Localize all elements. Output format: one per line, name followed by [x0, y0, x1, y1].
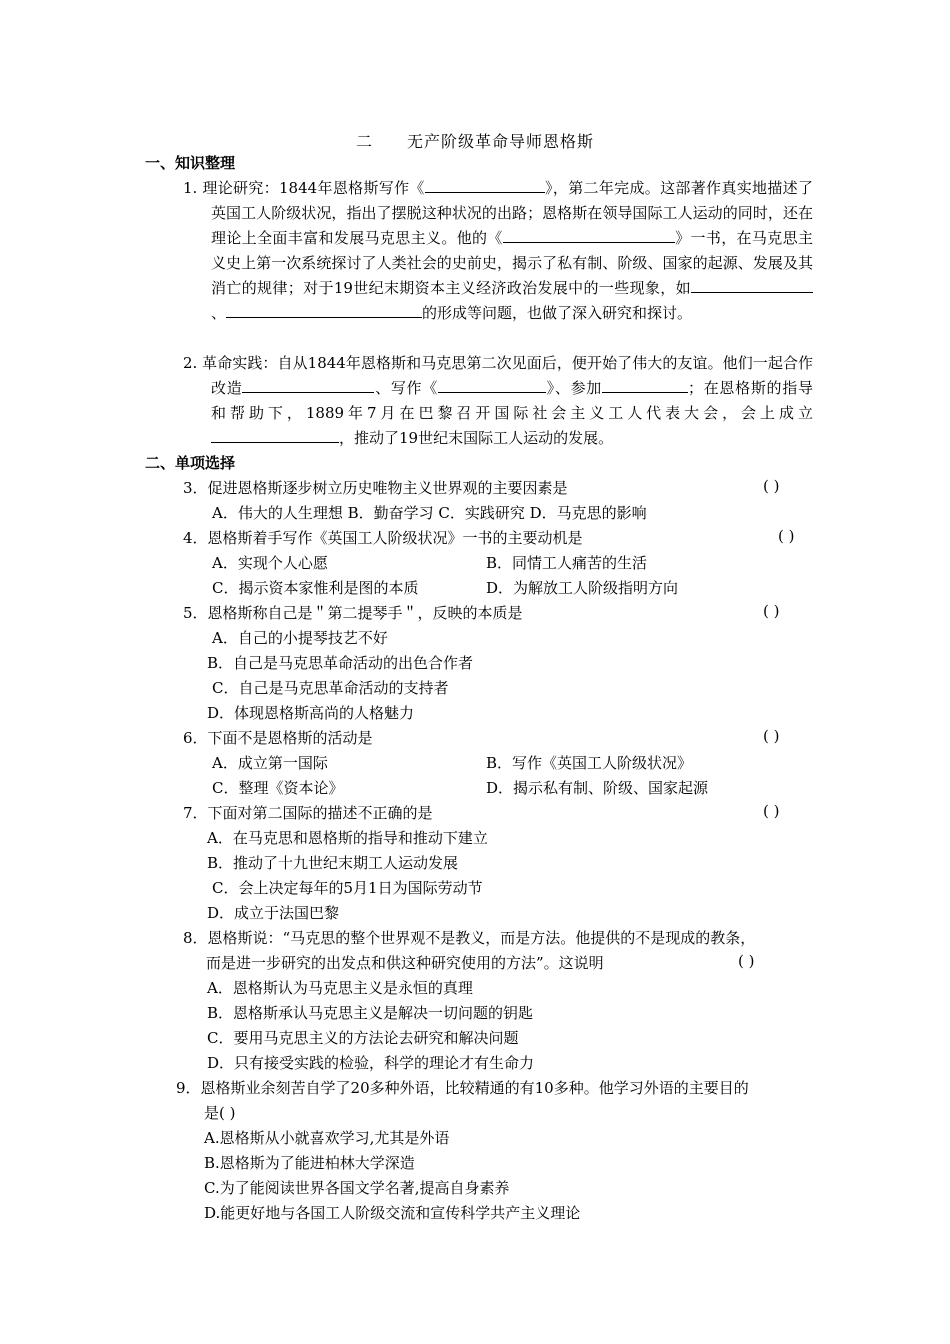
fill-blank[interactable]	[242, 376, 374, 393]
question-stem: 3．促进恩格斯逐步树立历史唯物主义世界观的主要因素是	[183, 479, 568, 497]
item-number: 2.	[183, 354, 198, 372]
option-d: D．只有接受实践的检验，科学的理论才有生命力	[207, 1054, 535, 1072]
answer-paren[interactable]: ( )	[763, 602, 780, 620]
fill-blank[interactable]	[691, 276, 813, 293]
option-b: B.恩格斯为了能进柏林大学深造	[204, 1154, 415, 1172]
option-b: B．同情工人痛苦的生活	[486, 554, 648, 572]
option-b: B．写作《英国工人阶级状况》	[486, 754, 693, 772]
option-b: B．推动了十九世纪末期工人运动发展	[207, 854, 459, 872]
answer-paren[interactable]: ( )	[738, 952, 755, 970]
option-d: D．体现恩格斯高尚的人格魅力	[207, 704, 415, 722]
options-row: A．伟大的人生理想 B．勤奋学习 C．实践研究 D．马克思的影响	[212, 504, 647, 522]
question-stem: 5．恩格斯称自己是＂第二提琴手＂，反映的本质是	[183, 604, 523, 622]
answer-paren[interactable]: ( )	[763, 727, 780, 745]
option-a: A．实现个人心愿	[212, 554, 328, 572]
paragraph-theory	[183, 176, 813, 326]
text: 》一书，在马克思主义史上第一次系统探讨了人类社会的史前史，揭示了私有制、阶级、国家的起源、发展及其消亡的规律；对于19世纪末期资本主义经济政治发展中的一些现象，如	[211, 229, 813, 297]
text: ，推动了19世纪末国际工人运动的发展。	[339, 429, 614, 447]
option-a: A．恩格斯认为马克思主义是永恒的真理	[207, 979, 473, 997]
answer-paren[interactable]: ( )	[763, 802, 780, 820]
question-stem: 9．恩格斯业余刻苦自学了20多种外语，比较精通的有10多种。他学习外语的主要目的	[176, 1079, 749, 1097]
fill-blank[interactable]	[503, 226, 675, 243]
answer-paren[interactable]: ( )	[778, 527, 795, 545]
fill-blank[interactable]	[211, 426, 339, 443]
option-d: D．揭示私有制、阶级、国家起源	[486, 779, 709, 797]
question-stem: 7．下面对第二国际的描述不正确的是	[183, 804, 433, 822]
section-heading-knowledge: 一、知识整理	[145, 154, 236, 172]
fill-blank[interactable]	[226, 301, 422, 318]
text: 革命实践：自从1844年恩格斯和马克思第二次见面后，便开始了伟大的友谊。他们一起合作改造	[202, 354, 813, 397]
option-b: B．自己是马克思革命活动的出色合作者	[207, 654, 474, 672]
question-stem: 6．下面不是恩格斯的活动是	[183, 729, 373, 747]
option-c: C．自己是马克思革命活动的支持者	[212, 679, 449, 697]
option-b: B．恩格斯承认马克思主义是解决一切问题的钥匙	[207, 1004, 534, 1022]
question-stem: 4．恩格斯着手写作《英国工人阶级状况》一书的主要动机是	[183, 529, 583, 547]
text: 理论研究：1844年恩格斯写作《	[202, 179, 425, 197]
option-a: A．在马克思和恩格斯的指导和推动下建立	[207, 829, 488, 847]
section-heading-choice: 二、单项选择	[145, 454, 236, 472]
page-title	[0, 129, 950, 152]
text: ；在恩格斯的指导和帮助下，1889年7月在巴黎召开国际社会主义工人代表大会，会上成立	[211, 379, 813, 422]
item-number: 1.	[183, 179, 198, 197]
option-c: C.为了能阅读世界各国文学名著,提高自身素养	[204, 1179, 510, 1197]
text: 》，第二年完成。这部著作真实地描述了英国工人阶级状况，指出了摆脱这种状况的出路；恩格斯在领导国际工人运动的同时，还在理论上全面丰富和发展马克思主义。他的《	[211, 179, 813, 247]
option-c: C．要用马克思主义的方法论去研究和解决问题	[207, 1029, 519, 1047]
option-d: D.能更好地与各国工人阶级交流和宣传科学共产主义理论	[204, 1204, 581, 1222]
title-text: 无产阶级革命导师恩格斯	[407, 132, 595, 151]
text: 、	[211, 304, 227, 322]
title-number: 二	[355, 132, 373, 151]
fill-blank[interactable]	[602, 376, 688, 393]
option-d: D．为解放工人阶级指明方向	[486, 579, 679, 597]
option-d: D．成立于法国巴黎	[207, 904, 340, 922]
paragraph-practice	[183, 351, 813, 451]
text: 、写作《	[374, 379, 438, 397]
text: 》、参加	[545, 379, 603, 397]
option-c: C．揭示资本家惟利是图的本质	[212, 579, 419, 597]
fill-blank[interactable]	[438, 376, 546, 393]
option-c: C．会上决定每年的5月1日为国际劳动节	[212, 879, 483, 897]
answer-paren[interactable]: ( )	[763, 477, 780, 495]
text: 的形成等问题，也做了深入研究和探讨。	[422, 304, 693, 322]
question-stem-cont: 而是进一步研究的出发点和供这种研究使用的方法”。这说明	[206, 954, 604, 972]
fill-blank[interactable]	[425, 176, 545, 193]
question-stem: 8．恩格斯说：“马克思的整个世界观不是教义，而是方法。他提供的不是现成的教条，	[183, 929, 756, 947]
option-a: A．成立第一国际	[212, 754, 328, 772]
question-stem-cont: 是( )	[204, 1104, 236, 1122]
option-c: C．整理《资本论》	[212, 779, 344, 797]
option-a: A．自己的小提琴技艺不好	[212, 629, 388, 647]
option-a: A.恩格斯从小就喜欢学习,尤其是外语	[204, 1129, 450, 1147]
